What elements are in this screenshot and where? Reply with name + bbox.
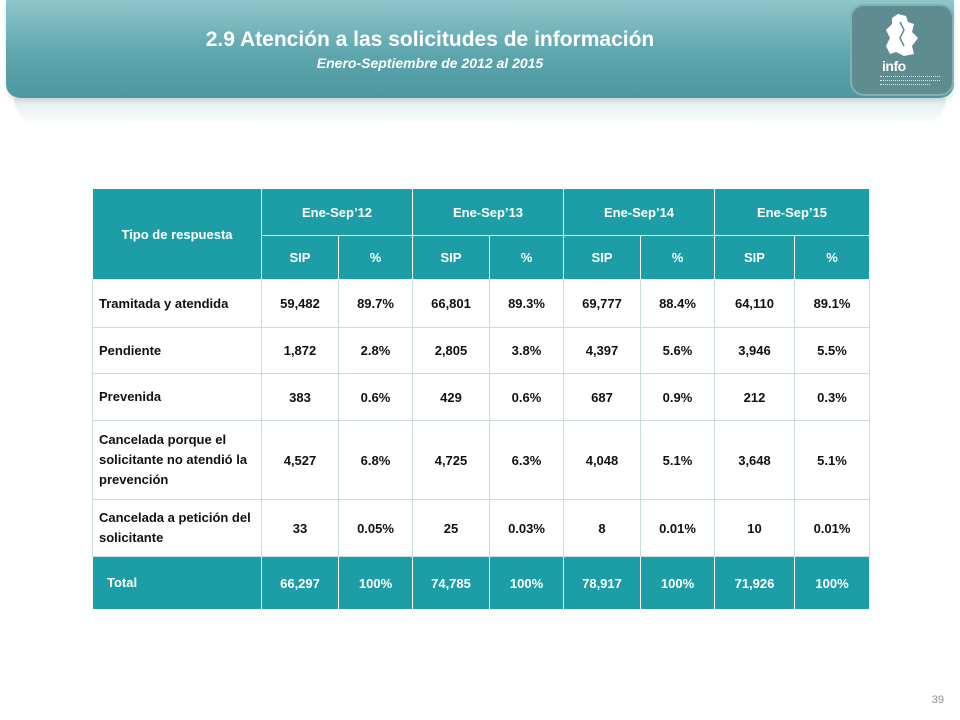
table-cell: 3,946	[715, 328, 795, 374]
table-cell: 66,801	[413, 280, 490, 328]
table-row	[93, 421, 870, 500]
table-cell: 0.6%	[490, 374, 564, 421]
table-row	[93, 500, 870, 557]
row-header: Tipo de respuesta	[93, 189, 262, 280]
logo-caption-line	[880, 84, 930, 86]
subcol-header: SIP	[564, 236, 641, 280]
table-cell: 0.01%	[795, 500, 870, 557]
banner-reflection	[14, 98, 946, 126]
logo-caption-line	[880, 80, 940, 82]
table-cell: 64,110	[715, 280, 795, 328]
period-header: Ene-Sep’14	[564, 189, 715, 236]
table-row	[93, 280, 870, 328]
table-cell: 3,648	[715, 421, 795, 500]
table-row	[93, 374, 870, 421]
subcol-header: %	[339, 236, 413, 280]
table-cell: 383	[262, 374, 339, 421]
table-cell: 2,805	[413, 328, 490, 374]
total-cell: 78,917	[564, 557, 641, 610]
table-cell: 10	[715, 500, 795, 557]
total-cell: 100%	[641, 557, 715, 610]
total-cell: 100%	[490, 557, 564, 610]
table-cell: 89.7%	[339, 280, 413, 328]
table-cell: 5.5%	[795, 328, 870, 374]
period-header: Ene-Sep’13	[413, 189, 564, 236]
table-cell: 4,397	[564, 328, 641, 374]
subcol-header: %	[641, 236, 715, 280]
table-cell: 0.6%	[339, 374, 413, 421]
row-label: Cancelada porque el solicitante no atendió la prevención	[93, 421, 262, 500]
total-cell: 66,297	[262, 557, 339, 610]
page-number: 39	[931, 694, 944, 706]
table-cell: 212	[715, 374, 795, 421]
page-title: 2.9 Atención a las solicitudes de información	[205, 28, 655, 51]
table-cell: 2.8%	[339, 328, 413, 374]
table-cell: 6.3%	[490, 421, 564, 500]
row-label: Cancelada a petición del solicitante	[93, 500, 262, 557]
table-cell: 429	[413, 374, 490, 421]
city-map-icon	[878, 12, 926, 58]
subcol-header: SIP	[715, 236, 795, 280]
table-cell: 5.1%	[795, 421, 870, 500]
info-logo	[850, 4, 954, 96]
total-label: Total	[93, 557, 262, 610]
total-cell: 100%	[339, 557, 413, 610]
subcol-header: %	[795, 236, 870, 280]
table-row	[93, 328, 870, 374]
table-cell: 0.05%	[339, 500, 413, 557]
table-cell: 4,725	[413, 421, 490, 500]
logo-caption-line	[880, 76, 940, 78]
table-cell: 3.8%	[490, 328, 564, 374]
row-label: Prevenida	[93, 374, 262, 421]
period-header: Ene-Sep’15	[715, 189, 870, 236]
period-header: Ene-Sep’12	[262, 189, 413, 236]
page-subtitle: Enero-Septiembre de 2012 al 2015	[316, 55, 544, 71]
table-cell: 88.4%	[641, 280, 715, 328]
subcol-header: SIP	[262, 236, 339, 280]
table-cell: 8	[564, 500, 641, 557]
total-cell: 74,785	[413, 557, 490, 610]
table-cell: 5.6%	[641, 328, 715, 374]
total-cell: 71,926	[715, 557, 795, 610]
table-cell: 25	[413, 500, 490, 557]
table-cell: 89.1%	[795, 280, 870, 328]
table-cell: 33	[262, 500, 339, 557]
table-cell: 0.01%	[641, 500, 715, 557]
table-cell: 4,048	[564, 421, 641, 500]
row-label: Pendiente	[93, 328, 262, 374]
table-cell: 0.9%	[641, 374, 715, 421]
requests-table	[92, 188, 870, 610]
table-cell: 59,482	[262, 280, 339, 328]
table-cell: 6.8%	[339, 421, 413, 500]
row-label: Tramitada y atendida	[93, 280, 262, 328]
total-cell: 100%	[795, 557, 870, 610]
table-cell: 89.3%	[490, 280, 564, 328]
table-cell: 1,872	[262, 328, 339, 374]
table-cell: 0.3%	[795, 374, 870, 421]
logo-wordmark: info	[882, 58, 906, 74]
subcol-header: %	[490, 236, 564, 280]
table-cell: 687	[564, 374, 641, 421]
table-cell: 5.1%	[641, 421, 715, 500]
table-cell: 0.03%	[490, 500, 564, 557]
table-cell: 69,777	[564, 280, 641, 328]
subcol-header: SIP	[413, 236, 490, 280]
table-cell: 4,527	[262, 421, 339, 500]
total-row	[93, 557, 870, 610]
